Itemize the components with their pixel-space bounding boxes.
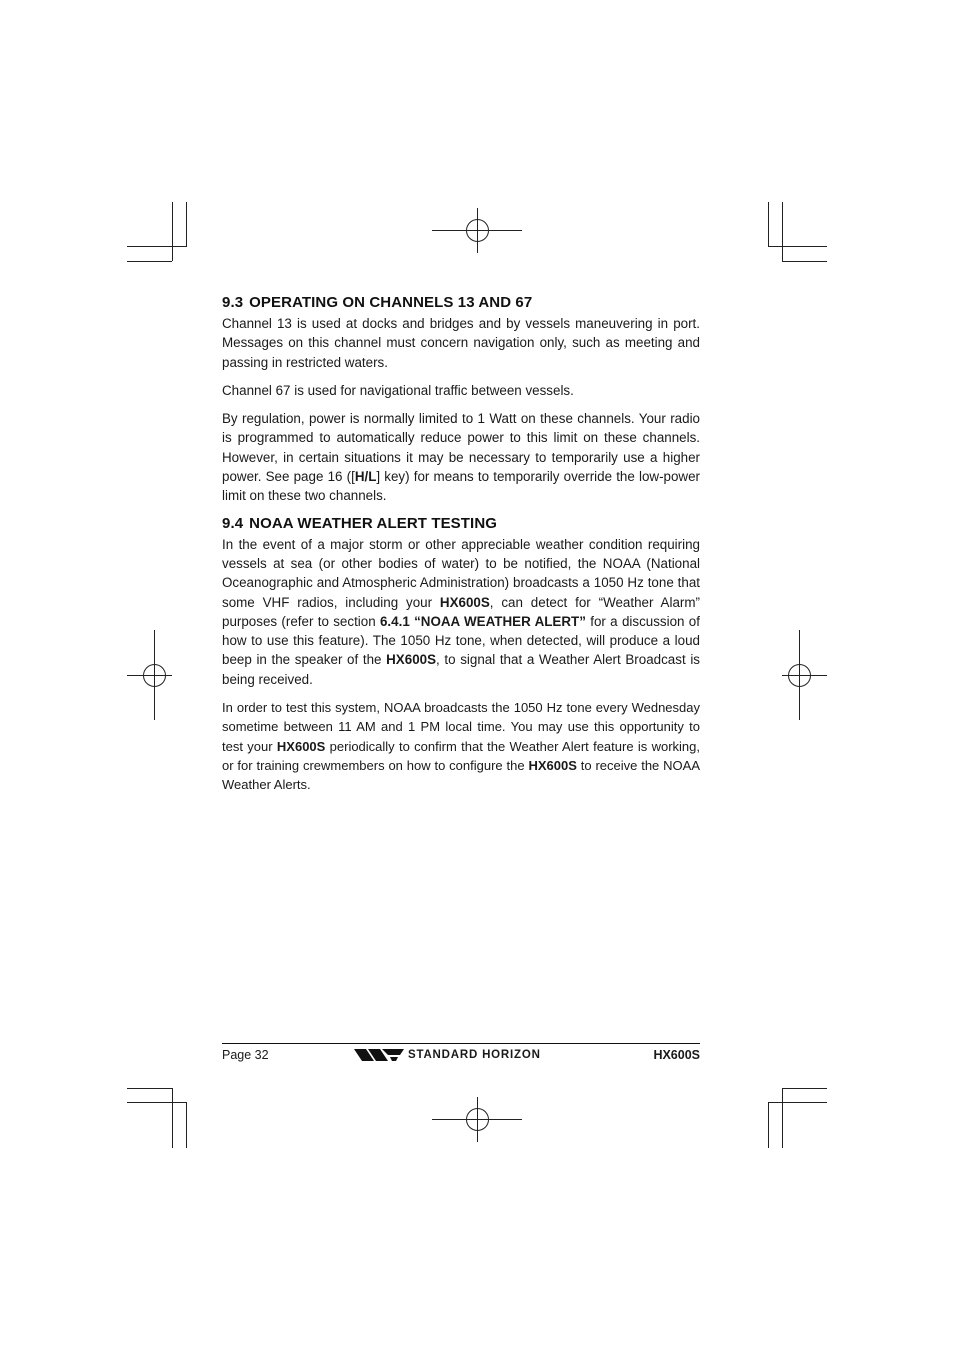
section-heading-9-3 bbox=[222, 294, 700, 311]
standard-horizon-logo-icon bbox=[352, 1046, 406, 1064]
registration-target-top bbox=[432, 208, 522, 253]
key-hl: H/L bbox=[354, 469, 377, 485]
model-name: HX600S bbox=[386, 652, 437, 668]
registration-target-right bbox=[782, 630, 827, 720]
brand-name: STANDARD HORIZON bbox=[408, 1049, 541, 1061]
section-number: 9.3 bbox=[222, 294, 244, 311]
paragraph-noaa-alert: In the event of a major storm or other appreciable weather condition requiring vessels at sea (or other bodies of water) to be notified, the NOAA (National Oceanographic and Atmospheric Administration) broadcasts a 1050 Hz tone that some VHF radios, including your HX600S, can detect for “Weather Alarm” purposes (refer to section 6.4.1 “NOAA WEATHER ALERT” for a discussion of how to use this feature). The 1050 Hz tone, when detected, will produce a loud beep in the speaker of the HX600S, to signal that a Weather Alert Broadcast is being received. bbox=[222, 536, 700, 687]
page-content bbox=[222, 294, 700, 804]
paragraph-noaa-test: In order to test this system, NOAA broadcasts the 1050 Hz tone every Wednesday sometime between 11 AM and 1 PM local time. You may use this opportunity to test your HX600S periodically to confirm that the Weather Alert feature is working, or for training crewmembers on how to configure the HX600S to receive the NOAA Weather Alerts. bbox=[222, 700, 701, 793]
model-name: HX600S bbox=[528, 757, 577, 773]
model-label: HX600S bbox=[653, 1048, 700, 1062]
section-title: NOAA WEATHER ALERT TESTING bbox=[249, 514, 498, 532]
section-heading-9-4 bbox=[222, 515, 700, 532]
section-title: OPERATING ON CHANNELS 13 AND 67 bbox=[249, 294, 533, 311]
paragraph-channel-67: Channel 67 is used for navigational traffic between vessels. bbox=[222, 382, 574, 398]
brand-logo bbox=[352, 1046, 541, 1064]
section-number: 9.4 bbox=[222, 514, 244, 532]
model-name: HX600S bbox=[276, 738, 326, 754]
paragraph-channel-13: Channel 13 is used at docks and bridges and by vessels maneuvering in port. Messages on this channel must concern navigation only, such as meeting and passing in restricted waters. bbox=[222, 316, 700, 370]
section-reference: 6.4.1 “NOAA WEATHER ALERT” bbox=[379, 613, 586, 629]
page-footer bbox=[222, 1043, 700, 1068]
paragraph-power-limit: By regulation, power is normally limited to 1 Watt on these channels. Your radio is programmed to automatically reduce power to this limit on these channels. However, in certain situations it may be necessary to temporarily use a higher power. See page 16 ([H/L] key) for means to temporarily override the low-power limit on these two channels. bbox=[222, 411, 700, 504]
registration-target-bottom bbox=[432, 1097, 522, 1142]
registration-target-left bbox=[127, 630, 172, 720]
page-number: Page 32 bbox=[222, 1048, 269, 1062]
model-name: HX600S bbox=[439, 594, 490, 610]
